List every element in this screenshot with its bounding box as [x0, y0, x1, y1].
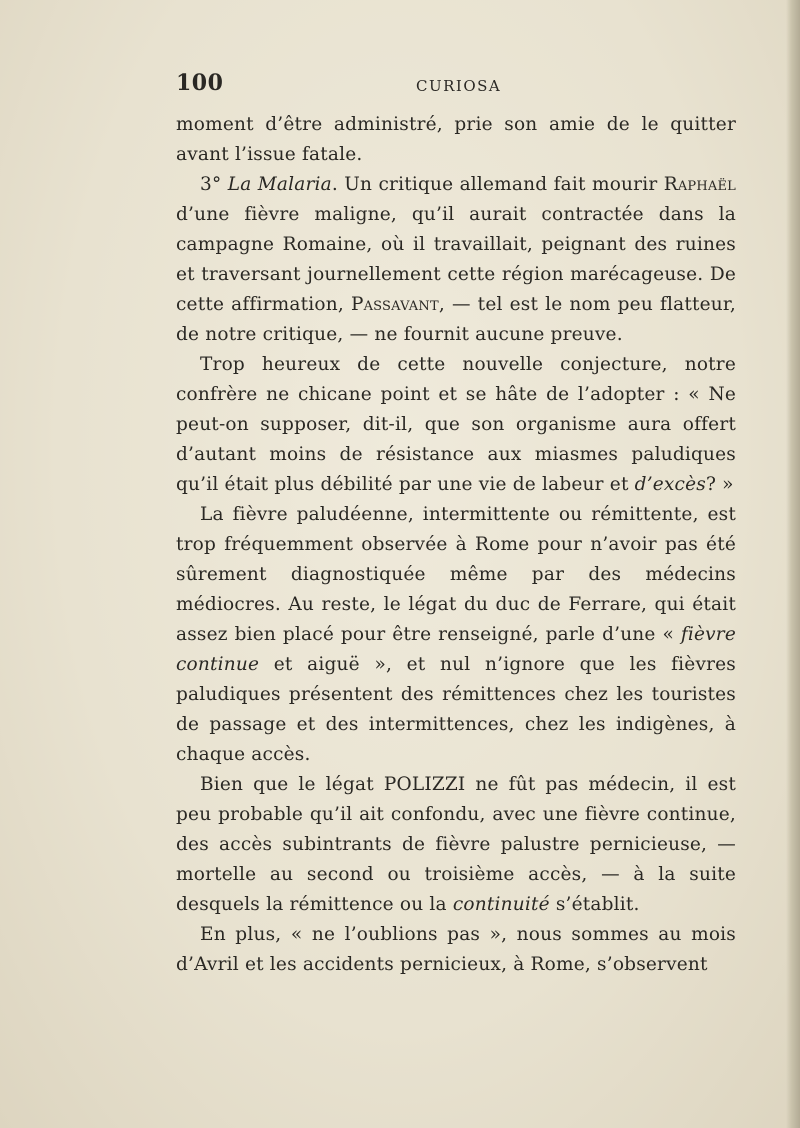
paragraph — [176, 770, 736, 920]
italic-text: La Malaria — [227, 174, 332, 195]
text-run: d’une fièvre maligne, qu’il aurait contractée dans la campagne Romaine, où il travaillait, peignant des ruines et traversant journellement cette région marécageuse. De cette affirmation, — [176, 204, 736, 315]
paragraph — [176, 920, 736, 980]
paragraph — [176, 500, 736, 770]
paragraph — [176, 170, 736, 350]
running-head — [176, 70, 736, 100]
text-run: La fièvre paludéenne, intermittente ou rémittente, est trop fréquemment observée à Rome pour n’avoir pas été sûrement diagnostiquée même par des médecins médiocres. Au reste, le légat du duc de Ferrare, qui était assez bien placé pour être renseigné, parle d’une « — [176, 504, 736, 645]
text-run: Trop heureux de cette nouvelle conjecture, notre confrère ne chicane point et se hâte de l’adopter : « Ne peut-on supposer, dit-il, que son organisme aura offert d’autant moins de résistance aux miasmes paludiques qu’il était plus débilité par une vie de labeur et — [176, 354, 736, 495]
text-run: En plus, « ne l’oublions pas », nous sommes au mois d’Avril et les accidents pernicieux, à Rome, s’observent — [176, 924, 736, 975]
italic-text: continuité — [452, 894, 550, 915]
text-run: , — tel est le nom peu flatteur, de notre critique, — ne fournit aucune preuve. — [176, 294, 736, 345]
paragraph — [176, 350, 736, 500]
body-text — [176, 110, 736, 980]
text-run: . Un critique allemand fait mourir — [331, 174, 664, 195]
text-run: 3° — [200, 174, 228, 195]
small-caps-name: Passavant — [350, 294, 439, 315]
page-number: 100 — [176, 70, 224, 96]
text-run: Bien que le légat POLIZZI ne fût pas médecin, il est peu probable qu’il ait confondu, avec une fièvre continue, des accès subintrants de fièvre palustre pernicieuse, — mortelle au second ou troisième accès, — à la suite desquels la rémittence ou la — [176, 774, 736, 915]
text-run: ? » — [705, 474, 734, 495]
italic-text: fièvre continue — [176, 624, 736, 675]
text-run: s’établit. — [549, 894, 640, 915]
small-caps-name: Raphaël — [663, 174, 736, 195]
text-run: et aiguë », et nul n’ignore que les fièvres paludiques présentent des rémittences chez les touristes de passage et des intermittences, chez les indigènes, à chaque accès. — [176, 654, 736, 765]
running-title: CURIOSA — [416, 77, 502, 95]
text-run: moment d’être administré, prie son amie de le quitter avant l’issue fatale. — [176, 114, 736, 165]
paragraph — [176, 110, 736, 170]
page-edge-shadow — [786, 0, 800, 1128]
italic-text: d’excès — [634, 474, 706, 495]
